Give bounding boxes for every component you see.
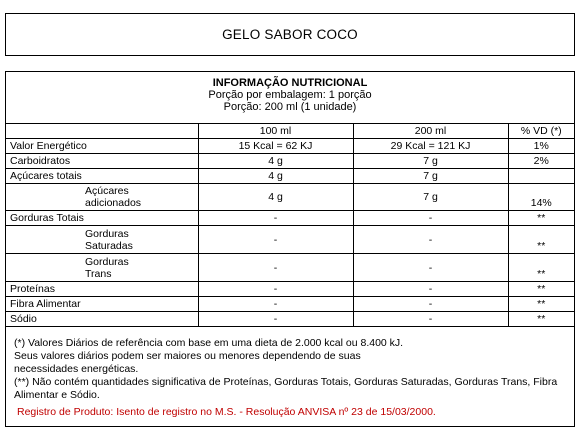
col-header-200ml: 200 ml — [353, 124, 508, 139]
row-label: Sódio — [6, 312, 198, 327]
value-100ml: - — [198, 254, 353, 282]
row-label: Valor Energético — [6, 139, 198, 154]
portion-size: Porção: 200 ml (1 unidade) — [223, 101, 357, 113]
value-200ml: 7 g — [353, 169, 508, 184]
row-label — [81, 226, 198, 254]
table-header-row — [6, 124, 574, 139]
value-vd: ** — [508, 211, 574, 226]
value-vd — [508, 169, 574, 184]
row-label — [81, 184, 198, 211]
value-200ml: - — [353, 211, 508, 226]
col-header-100ml: 100 ml — [198, 124, 353, 139]
value-100ml: - — [198, 226, 353, 254]
footnote-line: Alimentar e Sódio. — [14, 389, 100, 401]
row-label-line: Gorduras — [85, 227, 129, 240]
row-label: Proteínas — [6, 282, 198, 297]
value-200ml: - — [353, 312, 508, 327]
footnotes — [6, 334, 574, 419]
value-200ml: - — [353, 297, 508, 312]
value-vd: 1% — [508, 139, 574, 154]
row-label — [81, 254, 198, 282]
value-100ml: 4 g — [198, 154, 353, 169]
portion-per-package: Porção por embalagem: 1 porção — [208, 89, 372, 101]
footnote-line: necessidades energéticas. — [14, 363, 139, 375]
footnote-line: (*) Valores Diários de referência com base em uma dieta de 2.000 kcal ou 8.400 kJ. — [14, 337, 404, 349]
value-vd: ** — [508, 297, 574, 312]
value-vd: ** — [508, 226, 574, 254]
value-vd: ** — [508, 254, 574, 282]
value-vd: 14% — [508, 184, 574, 211]
indent-cell — [6, 226, 81, 254]
registration-note: Registro de Produto: Isento de registro no M.S. - Resolução ANVISA nº 23 de 15/03/2000. — [17, 406, 436, 418]
row-label-line: adicionados — [85, 197, 142, 209]
value-100ml: - — [198, 211, 353, 226]
value-100ml: 4 g — [198, 184, 353, 211]
footnote-line: Seus valores diários podem ser maiores ou menores dependendo de suas — [14, 350, 361, 362]
row-label: Açúcares totais — [6, 169, 198, 184]
value-100ml: 15 Kcal = 62 KJ — [198, 139, 353, 154]
table-row — [6, 226, 574, 254]
header-blank-cell — [6, 124, 198, 139]
table-row — [6, 254, 574, 282]
nutrition-header — [6, 72, 574, 123]
table-row — [6, 169, 574, 184]
value-200ml: - — [353, 282, 508, 297]
product-title: GELO SABOR COCO — [222, 27, 358, 42]
row-label: Fibra Alimentar — [6, 297, 198, 312]
nutrition-title: INFORMAÇÃO NUTRICIONAL — [212, 77, 368, 89]
product-title-box — [5, 13, 575, 56]
row-label-line: Gorduras — [85, 255, 129, 268]
value-100ml: - — [198, 282, 353, 297]
row-label: Gorduras Totais — [6, 211, 198, 226]
table-row — [6, 312, 574, 327]
row-label-line: Açúcares — [85, 185, 129, 197]
table-row — [6, 282, 574, 297]
table-row — [6, 211, 574, 226]
value-vd: ** — [508, 282, 574, 297]
value-100ml: - — [198, 312, 353, 327]
row-label-line: Trans — [85, 267, 112, 280]
value-200ml: 7 g — [353, 184, 508, 211]
table-row — [6, 184, 574, 211]
value-200ml: - — [353, 226, 508, 254]
row-label-line: Saturadas — [85, 239, 133, 252]
nutrition-panel — [5, 71, 575, 427]
nutrition-table — [6, 123, 574, 327]
indent-cell — [6, 184, 81, 211]
table-row — [6, 139, 574, 154]
footnote-line: (**) Não contém quantidades significativa de Proteínas, Gorduras Totais, Gorduras Saturadas, Gorduras Trans, Fibra — [14, 376, 558, 388]
value-200ml: 7 g — [353, 154, 508, 169]
indent-cell — [6, 254, 81, 282]
table-row — [6, 154, 574, 169]
value-200ml: - — [353, 254, 508, 282]
value-200ml: 29 Kcal = 121 KJ — [353, 139, 508, 154]
table-row — [6, 297, 574, 312]
value-vd: ** — [508, 312, 574, 327]
row-label: Carboidratos — [6, 154, 198, 169]
value-100ml: - — [198, 297, 353, 312]
value-100ml: 4 g — [198, 169, 353, 184]
col-header-vd: % VD (*) — [508, 124, 574, 139]
value-vd: 2% — [508, 154, 574, 169]
